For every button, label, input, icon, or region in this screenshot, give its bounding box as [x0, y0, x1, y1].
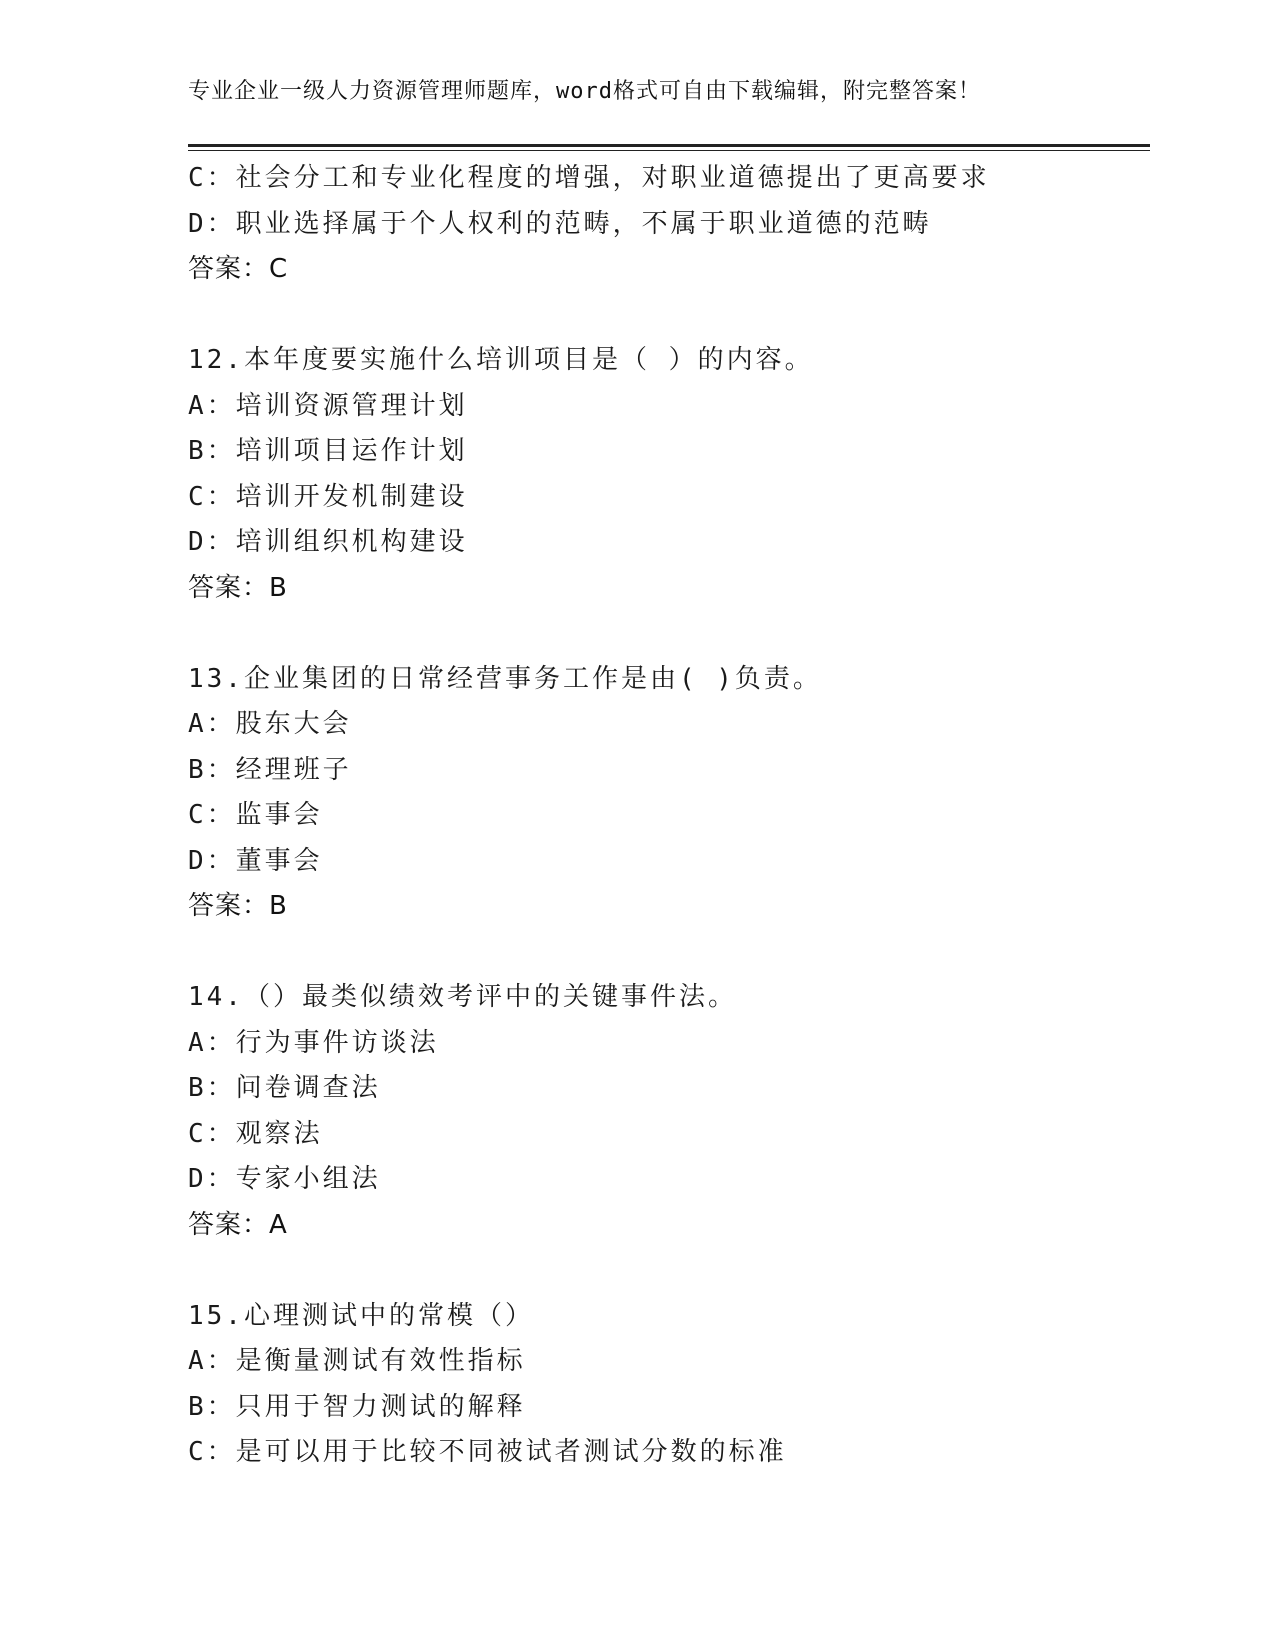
- answer-line: 答案：C: [188, 254, 289, 284]
- question-text: 13.企业集团的日常经营事务工作是由( )负责。: [188, 663, 822, 694]
- question-text: 15.心理测试中的常模（）: [188, 1300, 534, 1331]
- question-15: [188, 1294, 1148, 1476]
- option-d: D：董事会: [188, 845, 323, 876]
- option-d: D：培训组织机构建设: [188, 527, 468, 557]
- question-text: 12.本年度要实施什么培训项目是（ ）的内容。: [188, 345, 814, 375]
- spacer: [188, 293, 1148, 339]
- spacer: [188, 1248, 1148, 1294]
- option-a: A：培训资源管理计划: [188, 390, 468, 421]
- option-c: C：是可以用于比较不同被试者测试分数的标准: [188, 1437, 787, 1467]
- answer-line: 答案：B: [188, 891, 288, 921]
- option-b: B：问卷调查法: [188, 1073, 381, 1103]
- option-c: C：监事会: [188, 800, 323, 830]
- answer-line: 答案：A: [188, 1209, 288, 1240]
- header-rule-thick: [188, 144, 1150, 147]
- document-body: [188, 156, 1148, 1476]
- option-c: C：观察法: [188, 1118, 323, 1149]
- spacer: [188, 611, 1148, 657]
- question-14: [188, 975, 1148, 1248]
- question-text: 14.（）最类似绩效考评中的关键事件法。: [188, 982, 737, 1012]
- header-rule-thin: [188, 150, 1150, 151]
- page-header: 专业企业一级人力资源管理师题库，word格式可自由下载编辑，附完整答案！: [188, 79, 981, 104]
- answer-line: 答案：B: [188, 572, 288, 603]
- option-a: A：是衡量测试有效性指标: [188, 1346, 526, 1376]
- question-13: [188, 657, 1148, 930]
- option-c: C：社会分工和专业化程度的增强，对职业道德提出了更高要求: [188, 163, 990, 193]
- option-d: D：专家小组法: [188, 1164, 381, 1194]
- option-b: B：经理班子: [188, 754, 352, 785]
- option-c: C：培训开发机制建设: [188, 481, 468, 512]
- option-d: D：职业选择属于个人权利的范畴，不属于职业道德的范畴: [188, 208, 932, 239]
- option-b: B：只用于智力测试的解释: [188, 1391, 526, 1422]
- option-a: A：行为事件访谈法: [188, 1027, 439, 1058]
- option-a: A：股东大会: [188, 709, 352, 739]
- question-12: [188, 338, 1148, 611]
- question-11-continuation: [188, 156, 1148, 293]
- option-b: B：培训项目运作计划: [188, 436, 468, 466]
- spacer: [188, 930, 1148, 976]
